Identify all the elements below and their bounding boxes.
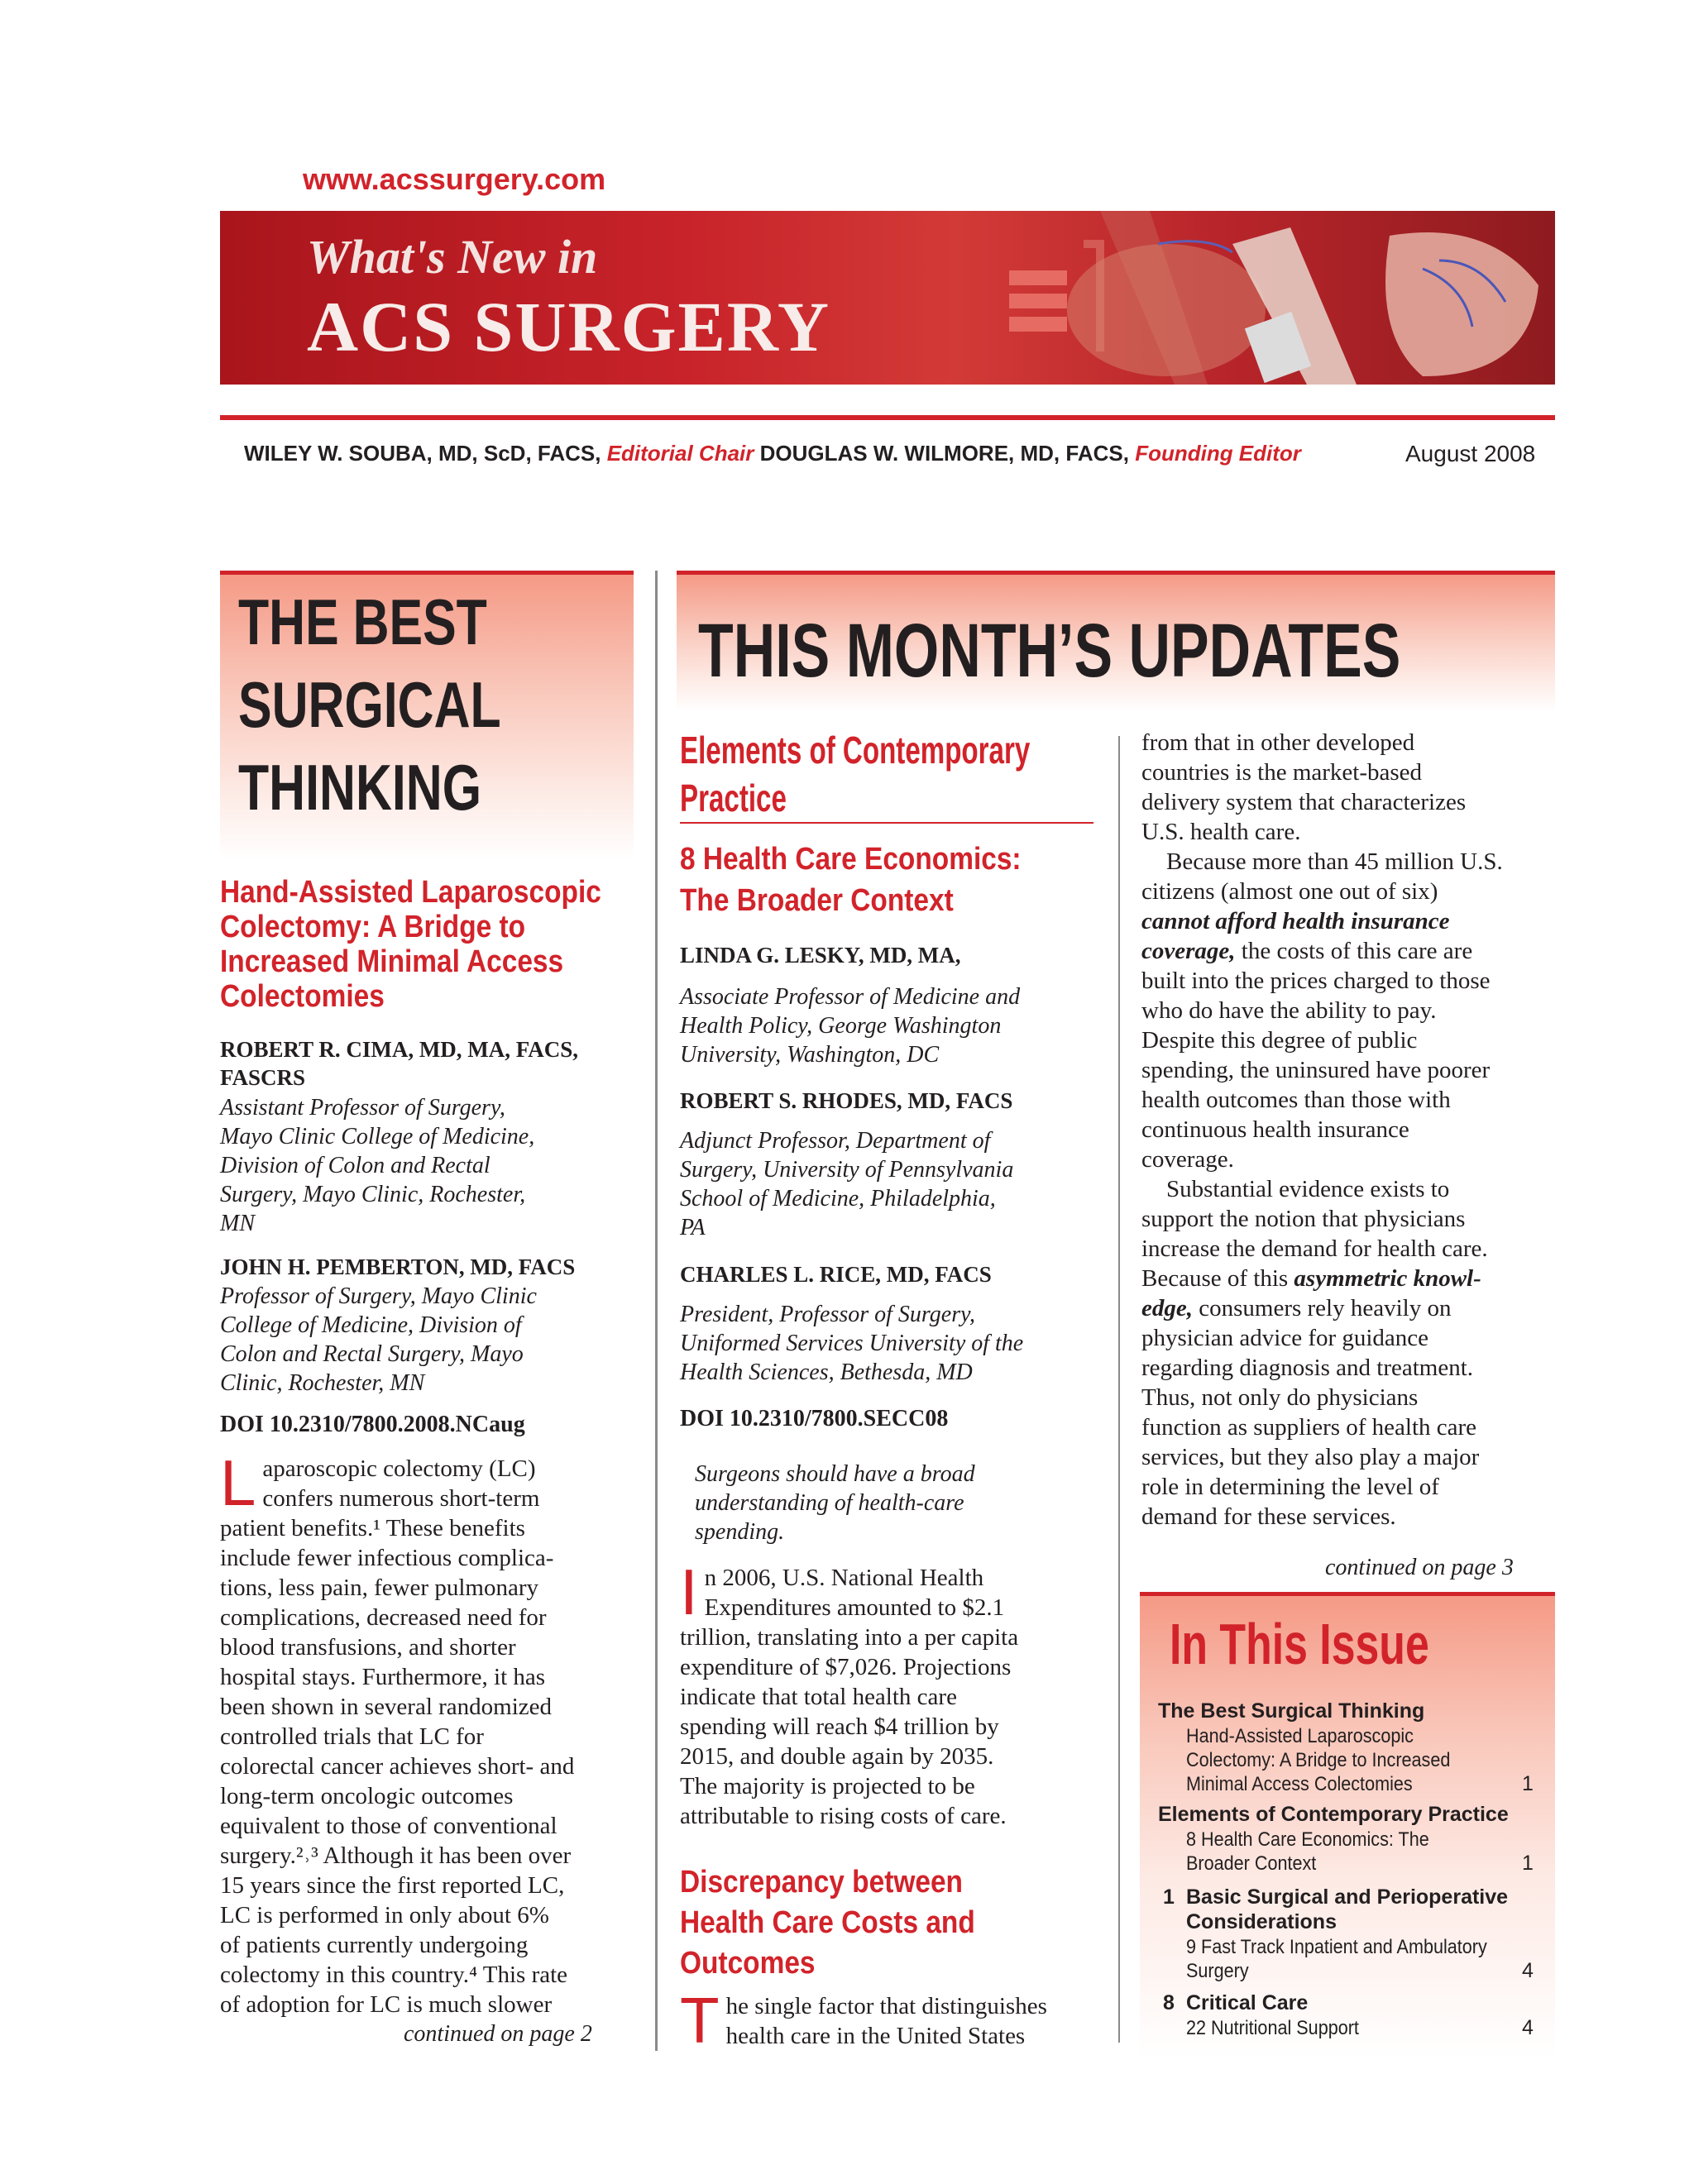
article-body	[220, 1446, 642, 2019]
site-url[interactable]: www.acssurgery.com	[303, 162, 606, 196]
body-line: controlled trials that LC for	[220, 1723, 484, 1750]
section-title-line: Elements of Contemporary	[680, 729, 1031, 772]
body-line: Despite this degree of public	[1141, 1027, 1418, 1054]
subhead-line: Health Care Costs and	[680, 1905, 975, 1940]
toc-section-heading[interactable]: Critical Care	[1186, 1991, 1309, 2014]
section-rule	[680, 822, 1093, 824]
article-title-line[interactable]: Colectomies	[220, 979, 385, 1014]
body-line: citizens (almost one out of six)	[1141, 878, 1438, 905]
body-line: countries is the market-based	[1141, 759, 1423, 786]
body-line: The majority is projected to be	[680, 1773, 975, 1799]
masthead-banner	[220, 211, 1555, 385]
body-line: services, but they also play a major	[1141, 1444, 1480, 1470]
affiliation-line: Clinic, Rochester, MN	[220, 1370, 425, 1396]
article-body	[680, 1984, 1110, 2057]
body-line: built into the prices charged to those	[1141, 968, 1491, 994]
body-line: increase the demand for health care.	[1141, 1235, 1488, 1262]
section-title-line: Practice	[680, 777, 787, 820]
subhead-line: Outcomes	[680, 1946, 816, 1981]
toc-entry-line[interactable]: Minimal Access Colectomies	[1186, 1773, 1413, 1795]
body-line: coverage.	[1141, 1146, 1234, 1173]
monthly-updates-header	[677, 571, 1555, 711]
body-line: of patients currently undergoing	[220, 1932, 529, 1958]
body-line: LC is performed in only about 6%	[220, 1902, 549, 1928]
continued-link[interactable]: continued on page 3	[1325, 1555, 1514, 1580]
affiliation-line: Surgery, University of Pennsylvania	[680, 1157, 1014, 1183]
author-name: ROBERT S. RHODES, MD, FACS	[680, 1088, 1013, 1113]
pullquote-line: understanding of health-care	[695, 1490, 964, 1516]
body-line: colectomy in this country.⁴ This rate	[220, 1962, 568, 1988]
affiliation-line: Professor of Surgery, Mayo Clinic	[220, 1283, 537, 1309]
body-line: regarding diagnosis and treatment.	[1141, 1355, 1474, 1381]
body-line: U.S. health care.	[1141, 819, 1301, 845]
article-title-line[interactable]: 8 Health Care Economics:	[680, 842, 1022, 877]
body-line: been shown in several randomized	[220, 1694, 553, 1720]
toc-page-number: 1	[1522, 1852, 1534, 1875]
emphasis-text: asymmetric knowl-	[1294, 1265, 1481, 1292]
updates-heading: THIS MONTH’S UPDATES	[698, 609, 1401, 693]
body-line: surgery.²˒³ Although it has been over	[220, 1842, 572, 1869]
body-line: hospital stays. Furthermore, it has	[220, 1664, 546, 1690]
body-line: support the notion that physicians	[1141, 1206, 1466, 1232]
header-rule	[220, 415, 1555, 420]
affiliation-line: College of Medicine, Division of	[220, 1312, 522, 1338]
column-divider	[655, 571, 658, 2051]
drop-cap: T	[680, 1984, 720, 2057]
body-line: attributable to rising costs of care.	[680, 1803, 1007, 1829]
toc-entry-line[interactable]: Colectomy: A Bridge to Increased	[1186, 1749, 1451, 1771]
body-line: who do have the ability to pay.	[1141, 997, 1437, 1024]
subhead-line: Discrepancy between	[680, 1865, 963, 1900]
continued-link[interactable]: continued on page 2	[404, 2021, 592, 2047]
affiliation-line: Health Sciences, Bethesda, MD	[680, 1360, 973, 1385]
body-line: expenditure of $7,026. Projections	[680, 1654, 1012, 1680]
chair-role: Editorial Chair	[606, 441, 754, 466]
toc-page-number: 1	[1522, 1772, 1534, 1795]
body-line: long-term oncologic outcomes	[220, 1783, 514, 1809]
author-name: LINDA G. LESKY, MD, MA,	[680, 943, 961, 968]
affiliation-line: Health Policy, George Washington	[680, 1013, 1002, 1039]
body-line: spending, the uninsured have poorer	[1141, 1057, 1491, 1083]
affiliation-line: Surgery, Mayo Clinic, Rochester,	[220, 1182, 526, 1207]
body-line: Thus, not only do physicians	[1141, 1384, 1419, 1411]
body-line	[1141, 936, 1555, 966]
article-body-continued	[1141, 728, 1555, 1532]
issue-date: August 2008	[1405, 441, 1536, 466]
body-text-inline: consumers rely heavily on	[1193, 1295, 1452, 1321]
body-line: Substantial evidence exists to	[1166, 1176, 1450, 1202]
banner-title: ACS SURGERY	[307, 287, 831, 366]
body-line: tions, less pain, fewer pulmonary	[220, 1575, 538, 1601]
body-line: health outcomes than those with	[1141, 1087, 1451, 1113]
toc-entry-line[interactable]: 8 Health Care Economics: The	[1186, 1828, 1429, 1851]
affiliation-line: PA	[680, 1215, 706, 1240]
best-surgical-thinking-header	[220, 571, 634, 860]
body-line: blood transfusions, and shorter	[220, 1634, 516, 1661]
body-line: confers numerous short-term	[262, 1485, 540, 1512]
toc-section-heading[interactable]: Elements of Contemporary Practice	[1158, 1803, 1509, 1826]
body-line	[1141, 1293, 1555, 1323]
column-divider	[1118, 736, 1120, 2043]
emphasis-text: edge,	[1141, 1295, 1193, 1321]
body-line: spending will reach $4 trillion by	[680, 1713, 999, 1740]
pullquote-line: Surgeons should have a broad	[695, 1461, 975, 1487]
banner-subtitle: What's New in	[307, 230, 598, 284]
chair-name: WILEY W. SOUBA, MD, ScD, FACS,	[244, 441, 601, 466]
toc-chapter-number: 8	[1163, 1991, 1175, 2014]
body-line: equivalent to those of conventional	[220, 1813, 557, 1839]
body-text-inline: Because of this	[1141, 1265, 1294, 1292]
pullquote-line: spending.	[695, 1519, 785, 1545]
body-line: 2015, and double again by 2035.	[680, 1743, 994, 1770]
emphasis-text: coverage,	[1141, 938, 1236, 964]
affiliation-line: President, Professor of Surgery,	[680, 1302, 975, 1327]
author-name: JOHN H. PEMBERTON, MD, FACS	[220, 1254, 576, 1279]
toc-section-heading[interactable]: Considerations	[1186, 1910, 1337, 1933]
body-line: include fewer infectious complica-	[220, 1545, 554, 1571]
column-heading-line: SURGICAL	[238, 668, 501, 741]
editor-credits	[244, 441, 1301, 466]
body-line: 15 years since the first reported LC,	[220, 1872, 565, 1899]
affiliation-line: University, Washington, DC	[680, 1042, 940, 1068]
toc-title: In This Issue	[1170, 1612, 1429, 1676]
affiliation-line: Adjunct Professor, Department of	[680, 1128, 991, 1154]
article-title-line[interactable]: Colectomy: A Bridge to	[220, 910, 526, 944]
body-text-inline: the costs of this care are	[1235, 938, 1473, 964]
body-line: physician advice for guidance	[1141, 1325, 1429, 1351]
doi[interactable]: DOI 10.2310/7800.SECC08	[680, 1406, 949, 1431]
body-line: function as suppliers of health care	[1141, 1414, 1477, 1441]
affiliation-line: Assistant Professor of Surgery,	[220, 1095, 505, 1121]
body-line: continuous health insurance	[1141, 1116, 1409, 1143]
toc-page-number: 4	[1522, 1959, 1534, 1982]
article-body	[680, 1556, 1110, 1831]
body-line: demand for these services.	[1141, 1503, 1396, 1530]
toc-entry-line[interactable]: Broader Context	[1186, 1852, 1317, 1875]
column-heading-line: THE BEST	[238, 585, 487, 658]
toc-entry-line[interactable]: 9 Fast Track Inpatient and Ambulatory	[1186, 1936, 1487, 1958]
body-line: n 2006, U.S. National Health	[704, 1565, 984, 1591]
author-name: FASCRS	[220, 1065, 306, 1090]
body-line: Expenditures amounted to $2.1	[704, 1594, 1005, 1621]
affiliation-line: Associate Professor of Medicine and	[680, 984, 1021, 1010]
in-this-issue-box	[1140, 1592, 1555, 2059]
affiliation-line: Mayo Clinic College of Medicine,	[220, 1124, 535, 1149]
affiliation-line: Uniformed Services University of the	[680, 1331, 1024, 1356]
author-name: CHARLES L. RICE, MD, FACS	[680, 1262, 992, 1287]
article-title-line[interactable]: The Broader Context	[680, 883, 954, 918]
affiliation-line: Division of Colon and Rectal	[220, 1153, 490, 1178]
founder-role: Founding Editor	[1135, 441, 1301, 466]
body-line: of adoption for LC is much slower	[220, 1991, 553, 2018]
body-line	[1141, 1264, 1555, 1293]
author-name: ROBERT R. CIMA, MD, MA, FACS,	[220, 1037, 579, 1062]
toc-chapter-number: 1	[1163, 1885, 1175, 1909]
body-line: role in determining the level of	[1141, 1474, 1439, 1500]
body-line: Because more than 45 million U.S.	[1166, 848, 1503, 875]
body-line: indicate that total health care	[680, 1684, 957, 1710]
body-line: from that in other developed	[1141, 729, 1415, 756]
surgical-illustration	[959, 211, 1555, 385]
body-line: trillion, translating into a per capita	[680, 1624, 1019, 1651]
toc-entry-line[interactable]: Surgery	[1186, 1960, 1249, 1982]
affiliation-line: MN	[220, 1211, 255, 1236]
drop-cap: L	[220, 1446, 256, 1519]
body-line: patient benefits.¹ These benefits	[220, 1515, 525, 1541]
emphasis-line: cannot afford health insurance	[1141, 908, 1450, 934]
article-title-line[interactable]: Increased Minimal Access	[220, 944, 564, 979]
column-heading-line: THINKING	[238, 751, 482, 824]
body-line: he single factor that distinguishes	[725, 1993, 1047, 2019]
body-line: complications, decreased need for	[220, 1604, 547, 1631]
drop-cap: I	[680, 1556, 698, 1628]
founder-name: DOUGLAS W. WILMORE, MD, FACS,	[759, 441, 1129, 466]
body-line: aparoscopic colectomy (LC)	[262, 1455, 536, 1482]
affiliation-line: Colon and Rectal Surgery, Mayo	[220, 1341, 524, 1367]
affiliation-line: School of Medicine, Philadelphia,	[680, 1186, 996, 1211]
body-line: colorectal cancer achieves short- and	[220, 1753, 575, 1780]
toc-entry-line[interactable]: Hand-Assisted Laparoscopic	[1186, 1725, 1414, 1747]
toc-section-heading[interactable]: The Best Surgical Thinking	[1158, 1699, 1425, 1723]
article-title-line[interactable]: Hand-Assisted Laparoscopic	[220, 875, 601, 910]
body-line: delivery system that characterizes	[1141, 789, 1467, 815]
toc-section-heading[interactable]: Basic Surgical and Perioperative	[1186, 1885, 1509, 1909]
doi[interactable]: DOI 10.2310/7800.2008.NCaug	[220, 1412, 525, 1437]
body-line: health care in the United States	[725, 2023, 1026, 2049]
toc-page-number: 4	[1522, 2016, 1534, 2039]
toc-entry-line[interactable]: 22 Nutritional Support	[1186, 2017, 1359, 2039]
